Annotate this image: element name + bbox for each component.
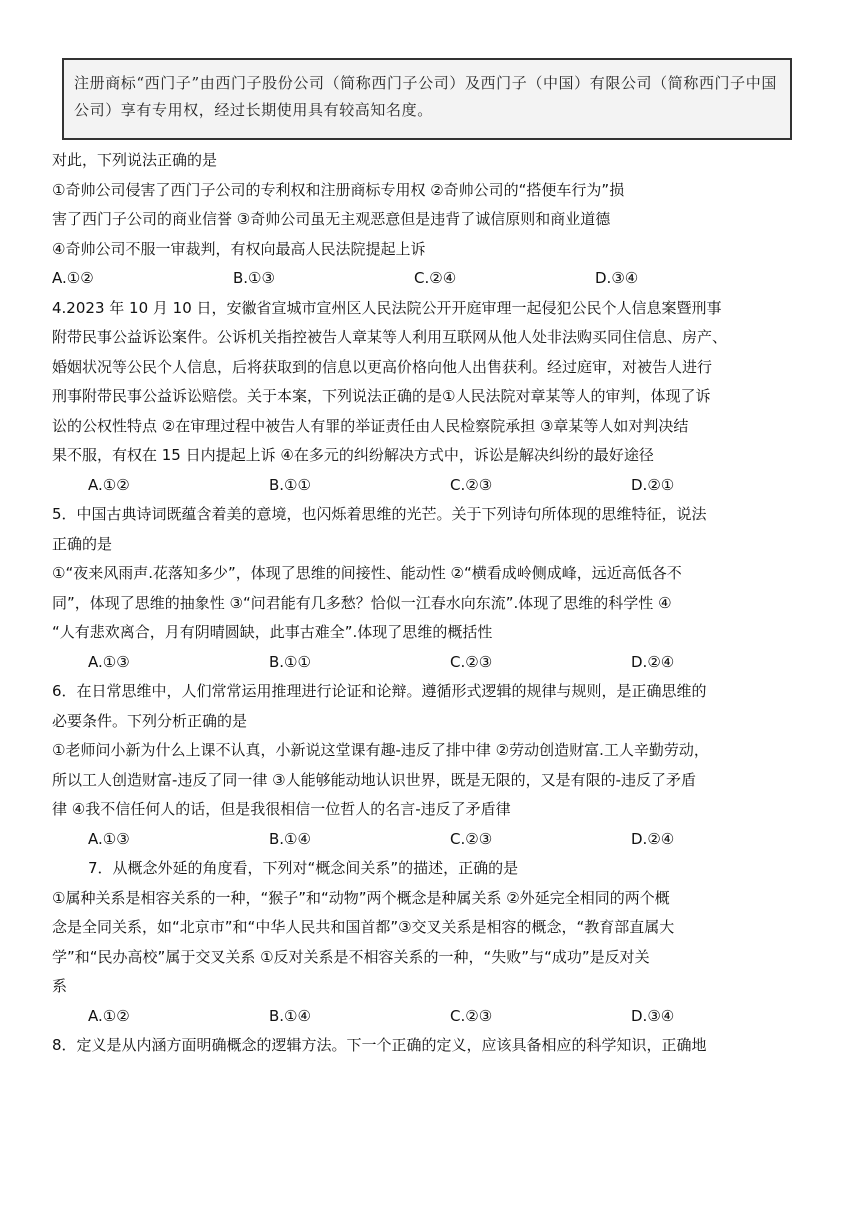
q3-stem: 对此，下列说法正确的是 [52,151,218,169]
option-c[interactable]: C.②④ [414,269,457,287]
option-b[interactable]: B.①④ [269,829,311,848]
option-d[interactable]: D.③④ [631,1006,675,1025]
q7-options [52,1002,812,1032]
q6-line: 6．在日常思维中，人们常常运用推理进行论证和论辩。遵循形式逻辑的规律与规则，是正确思维的 [52,682,707,700]
q5-line: 正确的是 [52,534,113,553]
q4-line: 附带民事公益诉讼案件。公诉机关指控被告人章某等人利用互联网从他人处非法购买同住信息、房产、 [52,328,728,346]
option-c[interactable]: C.②③ [450,829,493,848]
option-d[interactable]: D.②① [631,475,675,494]
q4-options [52,471,812,501]
q4-line: 婚姻状况等公民个人信息，后将获取到的信息以更高价格向他人出售获利。经过庭审，对被告人进行 [52,357,713,376]
q7-line: 念是全同关系，如“北京市”和“中华人民共和国首都”③交叉关系是相容的概念，“教育部直属大 [52,918,675,936]
option-a[interactable]: A.①③ [88,652,130,671]
q3-statement-line: 害了西门子公司的商业信誉 ③奇帅公司虽无主观恶意但是违背了诚信原则和商业道德 [52,210,611,228]
q3-options [52,264,812,294]
q5-line: 同”，体现了思维的抽象性 ③“问君能有几多愁？恰似一江春水向东流”.体现了思维的科学性 ④ [52,593,672,612]
q6-line: 所以工人创造财富-违反了同一律 ③人能够能动地认识世界，既是无限的，又是有限的-违反了矛盾 [52,770,697,789]
q6-line: 必要条件。下列分析正确的是 [52,711,248,730]
q6-line: 律 ④我不信任何人的话，但是我很相信一位哲人的名言-违反了矛盾律 [52,800,511,818]
option-c[interactable]: C.②③ [450,652,493,671]
option-a[interactable]: A.①② [88,475,130,494]
option-c[interactable]: C.②③ [450,1006,493,1025]
q7-line: 系 [52,977,68,995]
q5-line: ①“夜来风雨声.花落知多少”，体现了思维的间接性、能动性 ②“横看成岭侧成峰，远近高低各不 [52,564,682,582]
q7-line: 7．从概念外延的角度看，下列对“概念间关系”的描述，正确的是 [88,859,519,877]
quoted-material-text: 注册商标“西门子”由西门子股份公司（简称西门子公司）及西门子（中国）有限公司（简称西门子中国公司）享有专用权，经过长期使用具有较高知名度。 [74,74,777,119]
q7-line: ①属种关系是相容关系的一种，“猴子”和“动物”两个概念是种属关系 ②外延完全相同的两个概 [52,888,670,907]
q4-line: 讼的公权性特点 ②在审理过程中被告人有罪的举证责任由人民检察院承担 ③章某等人如对判决结 [52,416,689,435]
q5-line: 5．中国古典诗词既蕴含着美的意境，也闪烁着思维的光芒。关于下列诗句所体现的思维特征，说法 [52,505,707,523]
question-content [52,146,812,1061]
option-b[interactable]: B.①① [269,652,311,671]
q8-line: 8．定义是从内涵方面明确概念的逻辑方法。下一个正确的定义，应该具备相应的科学知识，正确地 [52,1036,707,1054]
quoted-material-box [62,58,792,140]
q5-line: “人有悲欢离合，月有阴晴圆缺，此事古难全”.体现了思维的概括性 [52,623,493,641]
q3-statement-line: ④奇帅公司不服一审裁判，有权向最高人民法院提起上诉 [52,239,426,258]
option-d[interactable]: D.③④ [595,269,639,287]
option-b[interactable]: B.①④ [269,1006,311,1025]
q5-options [52,648,812,678]
option-a[interactable]: A.①② [88,1006,130,1025]
option-a[interactable]: A.①③ [88,829,130,848]
q4-line: 4.2023 年 10 月 10 日，安徽省宣城市宣州区人民法院公开开庭审理一起侵犯公民个人信息案暨刑事 [52,298,722,317]
q7-line: 学”和“民办高校”属于交叉关系 ①反对关系是不相容关系的一种，“失败”与“成功”是反对关 [52,947,650,966]
option-a[interactable]: A.①② [52,269,94,287]
option-d[interactable]: D.②④ [631,829,675,848]
q6-line: ①老师问小新为什么上课不认真，小新说这堂课有趣-违反了排中律 ②劳动创造财富.工人辛勤劳动， [52,741,709,759]
option-b[interactable]: B.①③ [233,269,275,287]
option-d[interactable]: D.②④ [631,652,675,671]
option-b[interactable]: B.①① [269,475,311,494]
option-c[interactable]: C.②③ [450,475,493,494]
q4-line: 果不服，有权在 15 日内提起上诉 ④在多元的纠纷解决方式中，诉讼是解决纠纷的最好途径 [52,446,654,464]
q6-options [52,825,812,855]
q3-statement-line: ①奇帅公司侵害了西门子公司的专利权和注册商标专用权 ②奇帅公司的“搭便车行为”损 [52,180,625,199]
q4-line: 刑事附带民事公益诉讼赔偿。关于本案，下列说法正确的是①人民法院对章某等人的审判，体现了诉 [52,387,711,405]
